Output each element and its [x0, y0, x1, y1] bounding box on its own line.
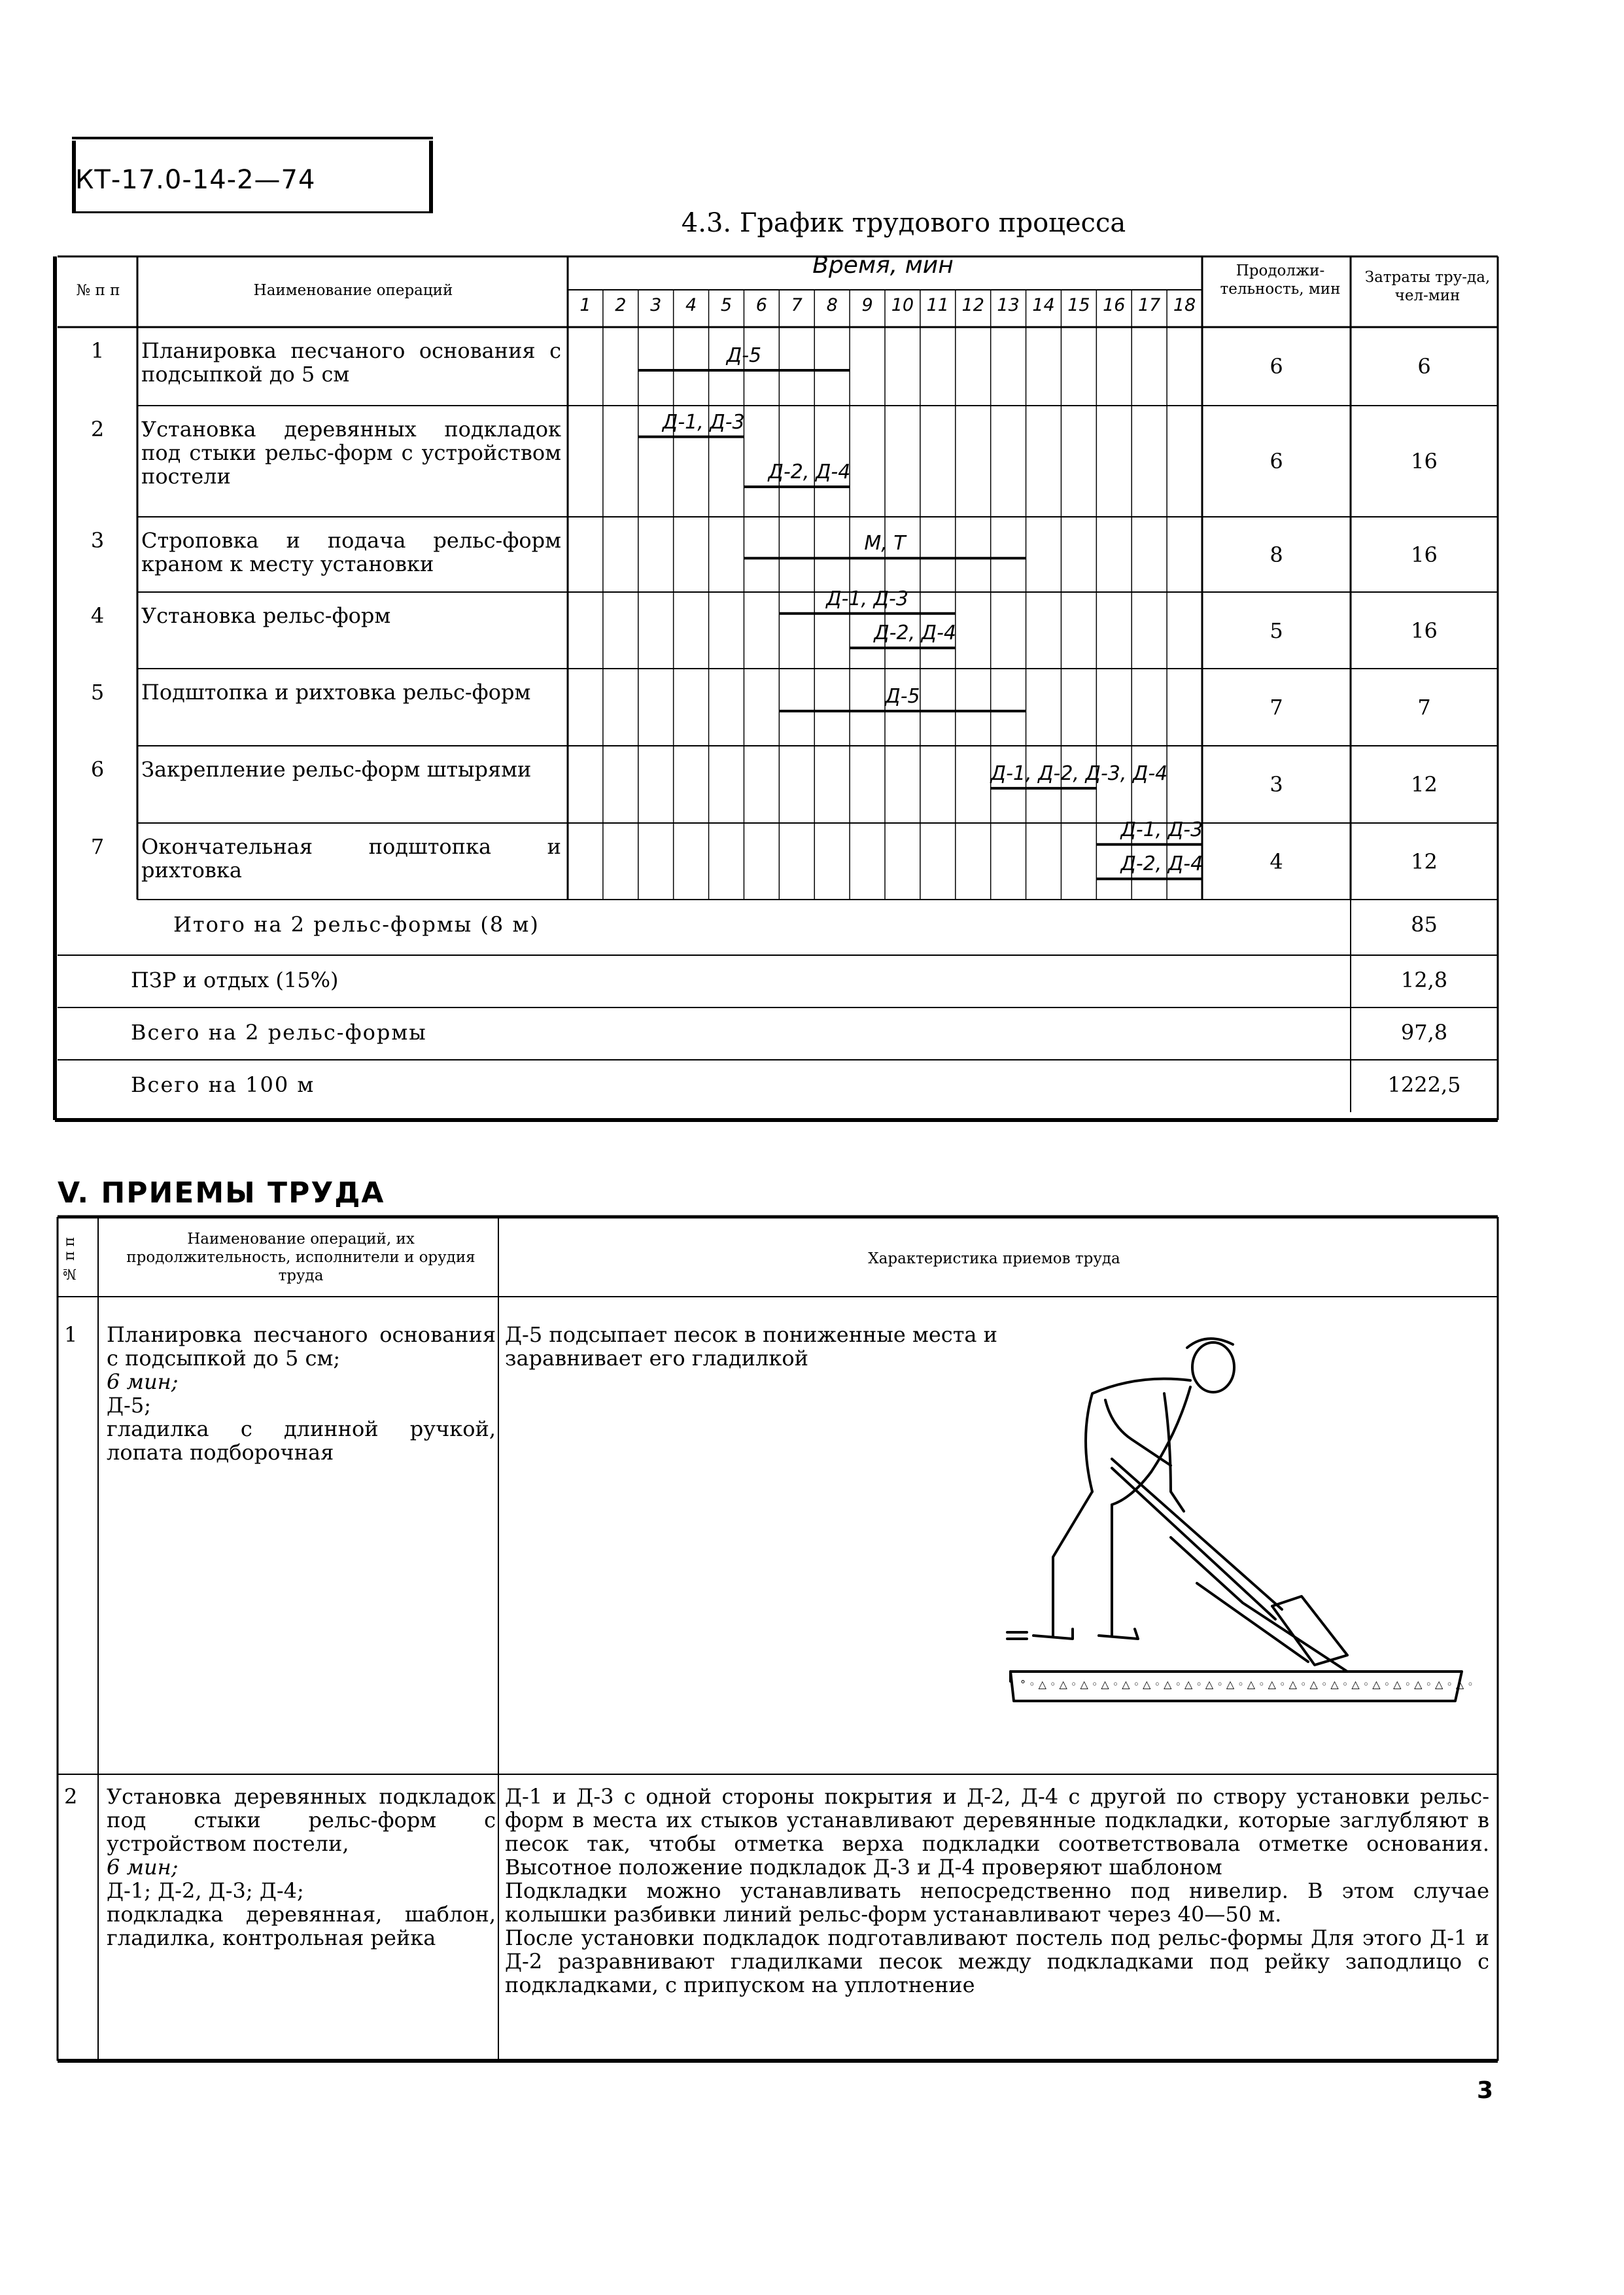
sched-row-4-labor: 16 [1411, 618, 1438, 643]
sched-row-6-num: 6 [90, 757, 105, 782]
sched-row-1-name: Планировка песчаного основания с подсыпкой до 5 см [141, 338, 561, 387]
sched-header-name: Наименование операций [253, 282, 453, 299]
tech-row-1-desc: Д-5 подсыпает песок в пониженные места и заравнивает его гладилкой [505, 1322, 997, 1371]
minute-header-1: 1 [579, 295, 591, 315]
minute-header-9: 9 [861, 295, 873, 315]
tech-header-name: Наименование операций, их продолжительность, исполнители и орудия труда [126, 1231, 475, 1284]
sched-row-2-labor: 16 [1411, 449, 1438, 474]
tech-row-2-desc-p2: Подкладки можно устанавливать непосредственно под нивелир. В этом случае колышки разбивки линий рельс-форм устанавливают через 40—50 м. [505, 1878, 1489, 1927]
tech-row-2-tools: подкладка деревянная, шаблон, гладилка, контрольная рейка [107, 1902, 496, 1950]
tech-row-1-name-cell [107, 1323, 496, 1464]
minute-header-5: 5 [720, 295, 733, 315]
sched-row-7-labor: 12 [1411, 849, 1438, 874]
sched-row-3-labor: 16 [1411, 542, 1438, 567]
minute-header-12: 12 [961, 295, 984, 315]
tech-row-2-duration: 6 мин; [107, 1855, 179, 1880]
minute-header-10: 10 [891, 295, 914, 315]
totals-value-3: 97,8 [1400, 1020, 1448, 1045]
tech-row-1-tools: гладилка с длинной ручкой, лопата подборочная [107, 1416, 496, 1465]
sched-row-3-num: 3 [90, 528, 105, 553]
tech-row-1-duration: 6 мин; [107, 1369, 179, 1394]
minute-header-16: 16 [1103, 295, 1126, 315]
gantt-label-3-1: М, Т [864, 532, 906, 555]
minute-header-17: 17 [1137, 295, 1161, 315]
gantt-label-2-2: Д-2, Д-4 [768, 461, 851, 484]
tech-row-2-name-cell [107, 1785, 496, 1950]
sched-header-labor: Затраты тру-да, чел-мин [1364, 269, 1491, 304]
totals-value-1: 85 [1411, 912, 1438, 937]
minute-header-8: 8 [826, 295, 838, 315]
minute-header-14: 14 [1032, 295, 1055, 315]
minute-header-11: 11 [926, 295, 949, 315]
tech-header-num: № п п [61, 1236, 78, 1282]
sched-row-3-duration: 8 [1270, 542, 1283, 567]
minute-header-3: 3 [650, 295, 662, 315]
totals-value-2: 12,8 [1400, 968, 1448, 992]
sched-header-duration: Продолжи-тельность, мин [1220, 262, 1341, 298]
sched-row-4-num: 4 [90, 603, 105, 628]
tech-row-2-name: Установка деревянных подкладок под стыки рельс-форм с устройством постели, [107, 1784, 496, 1856]
tech-row-2-desc [505, 1785, 1489, 1997]
minute-header-4: 4 [685, 295, 697, 315]
gantt-label-2-1: Д-1, Д-3 [662, 410, 745, 434]
tech-row-1-name: Планировка песчаного основания с подсыпкой до 5 см; [107, 1322, 496, 1371]
sched-row-2-duration: 6 [1270, 449, 1283, 474]
sched-row-5-duration: 7 [1270, 695, 1283, 720]
gantt-label-6-1: Д-1, Д-2, Д-3, Д-4 [990, 762, 1168, 785]
tech-row-2-desc-p3: После установки подкладок подготавливают постель под рельс-формы Для этого Д-1 и Д-2 разравнивают гладилками песок между подкладками под рейку заподлицо с подкладками, с припуском на уплотнение [505, 1925, 1489, 1997]
sched-row-4-name: Установка рельс-форм [141, 603, 391, 628]
sched-row-2-name: Установка деревянных подкладок под стыки рельс-форм с устройством постели [141, 417, 561, 489]
minute-header-2: 2 [615, 295, 627, 315]
sched-row-1-labor: 6 [1417, 354, 1431, 379]
sched-row-1-num: 1 [90, 338, 105, 363]
sched-row-5-labor: 7 [1417, 695, 1431, 720]
sched-row-6-duration: 3 [1270, 772, 1283, 797]
minute-header-6: 6 [755, 295, 767, 315]
sched-header-num: № п п [76, 282, 120, 299]
totals-label-3: Всего на 2 рельс-формы [131, 1020, 427, 1045]
gantt-label-4-2: Д-2, Д-4 [874, 622, 956, 645]
minute-header-18: 18 [1173, 295, 1196, 315]
totals-label-1: Итого на 2 рельс-формы (8 м) [173, 912, 540, 937]
gantt-label-5-1: Д-5 [885, 684, 920, 708]
tech-row-2-desc-p1: Д-1 и Д-3 с одной стороны покрытия и Д-2, Д-4 с другой по створу установки рельс-форм в места их стыков устанавливают деревянные подкладки, которые заглубляют в песок так, чтобы отметка верха подкладки соответствовала отметке основания. Высотное положение подкладок Д-3 и Д-4 проверяют шаблоном [505, 1784, 1489, 1880]
sched-row-5-name: Подштопка и рихтовка рельс-форм [141, 680, 531, 705]
sched-row-6-name: Закрепление рельс-форм штырями [141, 757, 532, 782]
sched-row-7-name: Окончательная подштопка и рихтовка [141, 834, 561, 883]
sched-row-4-duration: 5 [1270, 618, 1283, 643]
gantt-label-7-2: Д-2, Д-4 [1120, 852, 1203, 876]
gantt-label-7-1: Д-1, Д-3 [1120, 818, 1203, 841]
minute-header-15: 15 [1067, 295, 1090, 315]
sched-row-2-num: 2 [90, 417, 105, 442]
tech-row-2-num: 2 [64, 1784, 78, 1809]
sched-row-5-num: 5 [90, 680, 105, 705]
sched-row-1-duration: 6 [1270, 354, 1283, 379]
gantt-label-1-1: Д-5 [726, 344, 762, 367]
totals-label-4: Всего на 100 м [131, 1072, 315, 1097]
totals-value-4: 1222,5 [1387, 1072, 1461, 1097]
totals-label-2: ПЗР и отдых (15%) [131, 968, 339, 992]
svg-text:° ◦ △ ◦ △ ◦ △ ◦ △ ◦ △ ◦ △ ◦ △: ° ◦ △ ◦ △ ◦ △ ◦ △ ◦ △ ◦ △ ◦ △ ◦ △ ◦ △ ◦ △ ◦ △ ◦ △ ◦ △ ◦ △ ◦ △ ◦ △ ◦ △ ◦ △ ◦ △ ◦ △ ◦ △ ◦ [1020, 1678, 1474, 1691]
techniques-title: V. ПРИЕМЫ ТРУДА [58, 1176, 385, 1210]
minute-header-7: 7 [791, 295, 803, 315]
tech-row-2-workers: Д-1; Д-2, Д-3; Д-4; [107, 1878, 304, 1903]
page-number: 3 [1476, 2077, 1493, 2104]
sched-row-7-duration: 4 [1270, 849, 1283, 874]
sched-header-time: Время, мин [812, 252, 954, 279]
schedule-title: 4.3. График трудового процесса [681, 208, 1126, 238]
minute-header-13: 13 [997, 295, 1020, 315]
tech-row-1-num: 1 [64, 1322, 78, 1347]
sched-row-6-labor: 12 [1411, 772, 1438, 797]
sched-row-3-name: Строповка и подача рельс-форм краном к месту установки [141, 528, 561, 576]
tech-row-1-workers: Д-5; [107, 1393, 151, 1418]
doc-code: КТ-17.0-14-2—74 [75, 165, 316, 195]
gantt-label-4-1: Д-1, Д-3 [826, 587, 908, 610]
tech-header-desc: Характеристика приемов труда [868, 1250, 1120, 1267]
sched-row-7-num: 7 [90, 834, 105, 859]
